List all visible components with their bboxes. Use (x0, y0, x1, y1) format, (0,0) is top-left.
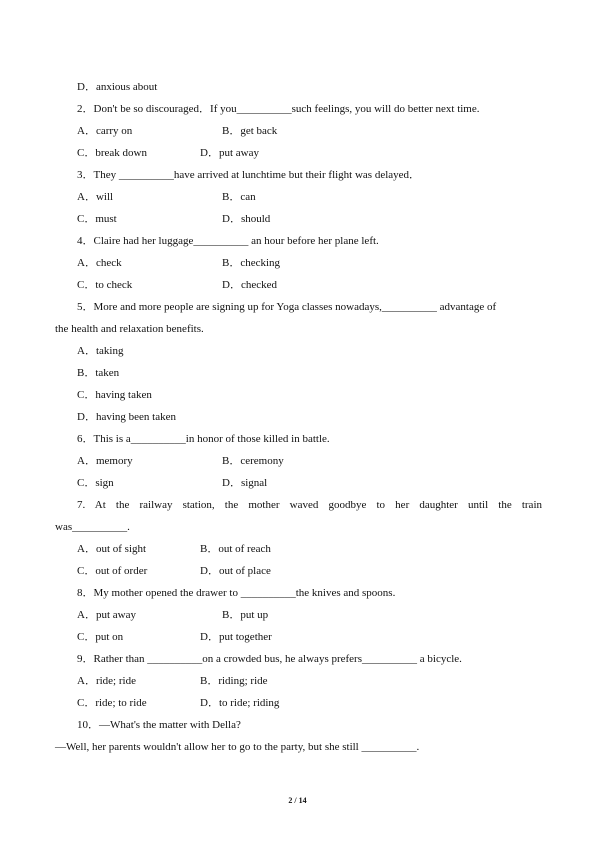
options-row (0, 673, 595, 689)
question-line: 6．This is a__________in honor of those killed in battle. (77, 433, 330, 445)
option-c: C．break down (77, 147, 147, 159)
option-line: D．anxious about (77, 81, 158, 93)
option-b: B．checking (222, 257, 281, 269)
option-d: D．should (222, 213, 271, 225)
options-row (0, 541, 595, 557)
options-row (0, 453, 595, 469)
options-row (0, 255, 595, 271)
option-a: A．memory (77, 455, 133, 467)
options-row (0, 277, 595, 293)
question-line: 8．My mother opened the drawer to __________the knives and spoons. (77, 587, 396, 599)
question-line (0, 497, 542, 513)
option-c: C．sign (77, 477, 114, 489)
option-d: D．to ride; riding (200, 697, 280, 709)
options-row (0, 211, 595, 227)
option-a: A．out of sight (77, 543, 147, 555)
page-number: 2 / 14 (288, 796, 307, 805)
question-line: 2．Don't be so discouraged．If you__________such feelings, you will do better next time. (77, 103, 480, 115)
options-row (0, 695, 595, 711)
option-b: B．put up (222, 609, 269, 621)
question-line: 4．Claire had her luggage__________ an hour before her plane left. (77, 235, 379, 247)
option-d: D．checked (222, 279, 277, 291)
option-b: B．get back (222, 125, 278, 137)
options-row (0, 563, 595, 579)
option-line: D．having been taken (77, 411, 176, 423)
option-c: C．out of order (77, 565, 148, 577)
option-b: B．can (222, 191, 256, 203)
option-a: A．will (77, 191, 114, 203)
option-d: D．put away (200, 147, 259, 159)
options-row (0, 607, 595, 623)
question-line: 3．They __________have arrived at lunchtime but their flight was delayed． (77, 169, 421, 181)
option-b: B．riding; ride (200, 675, 268, 687)
option-c: C．ride; to ride (77, 697, 147, 709)
option-c: C．must (77, 213, 117, 225)
options-row (0, 145, 595, 161)
option-line: C．having taken (77, 389, 152, 401)
question-line: 10．—What's the matter with Della? (77, 719, 241, 731)
option-d: D．out of place (200, 565, 271, 577)
question-continuation: the health and relaxation benefits. (55, 323, 204, 335)
options-row (0, 123, 595, 139)
option-d: D．put together (200, 631, 272, 643)
option-a: A．put away (77, 609, 136, 621)
option-d: D．signal (222, 477, 268, 489)
option-a: A．check (77, 257, 122, 269)
option-a: A．ride; ride (77, 675, 136, 687)
option-b: B．out of reach (200, 543, 271, 555)
option-a: A．carry on (77, 125, 133, 137)
question-line: 5．More and more people are signing up for Yoga classes nowadays,__________ advantage of (77, 301, 497, 313)
option-b: B．ceremony (222, 455, 284, 467)
question-continuation: was__________. (55, 521, 130, 533)
options-row (0, 629, 595, 645)
options-row (0, 475, 595, 491)
question-text: 7. At the railway station, the mother waved goodbye to her daughter until the train (77, 499, 542, 511)
question-line: 9．Rather than __________on a crowded bus, he always prefers__________ a bicycle. (77, 653, 462, 665)
dialogue-line: —Well, her parents wouldn't allow her to go to the party, but she still __________. (55, 741, 420, 753)
option-line: B．taken (77, 367, 120, 379)
option-line: A．taking (77, 345, 124, 357)
option-c: C．to check (77, 279, 133, 291)
options-row (0, 189, 595, 205)
option-c: C．put on (77, 631, 124, 643)
